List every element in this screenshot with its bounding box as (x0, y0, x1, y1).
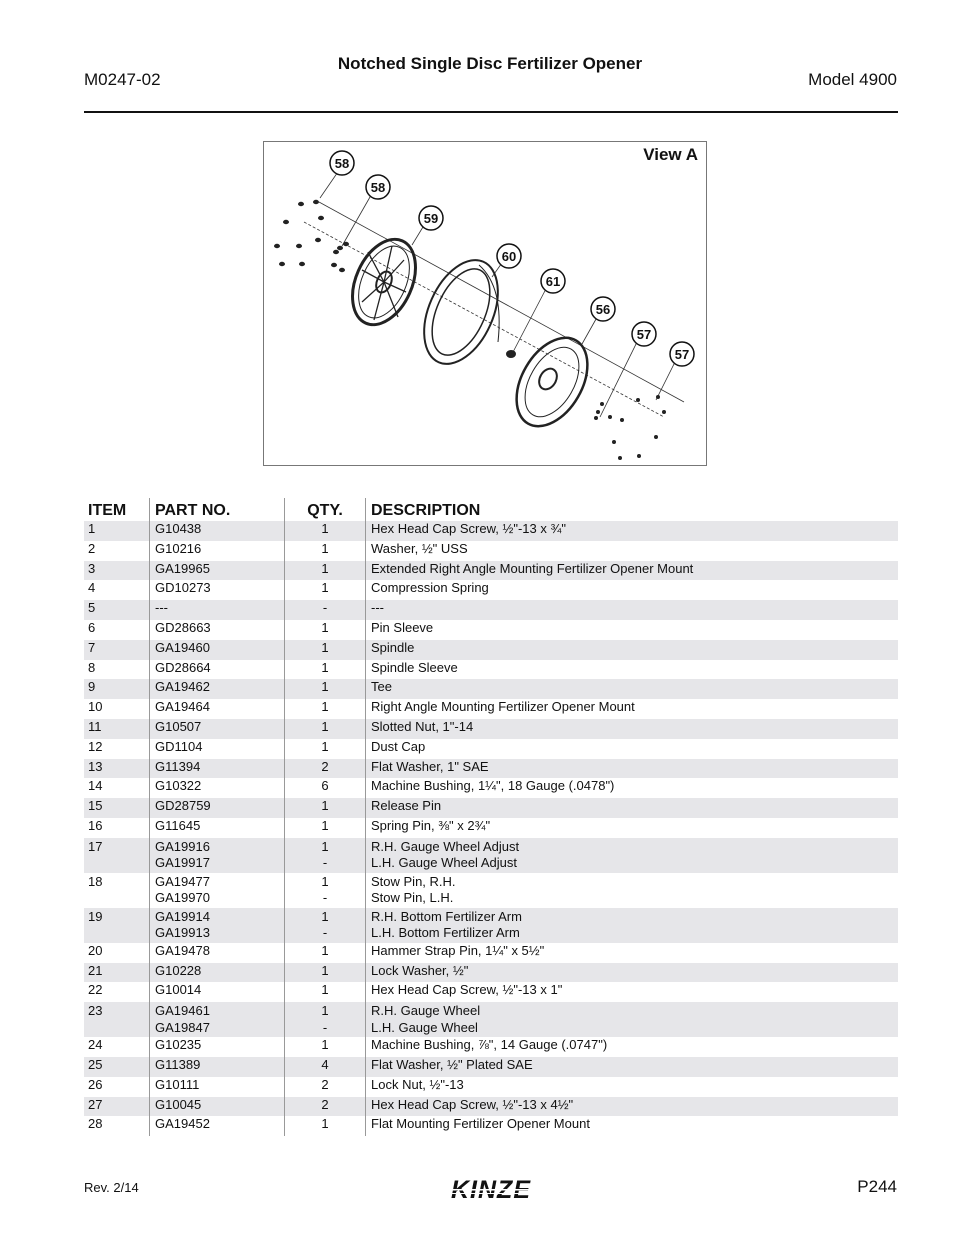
qty-cell (285, 778, 366, 798)
item-cell (84, 963, 150, 983)
item-number: 8 (88, 659, 96, 675)
part-no-line: G10322 (155, 778, 202, 794)
qty-cell (285, 1097, 366, 1117)
description-line: R.H. Gauge Wheel Adjust (371, 838, 520, 854)
part-no-line: GD10273 (155, 580, 211, 596)
part-no-line: G10228 (155, 962, 202, 978)
kinze-logo (432, 1176, 550, 1209)
item-cell (84, 1116, 150, 1136)
part-no-line: G10014 (155, 982, 202, 998)
description-cell (366, 908, 899, 943)
qty-cell (285, 620, 366, 640)
header-description: DESCRIPTION (366, 498, 899, 521)
qty-line: - (322, 1019, 328, 1035)
part-no-line: GA19460 (155, 639, 210, 655)
part-no-line: GD28759 (155, 798, 211, 814)
qty-cell (285, 908, 366, 943)
qty-line: 1 (321, 738, 329, 754)
parts-table-header (84, 498, 898, 521)
qty-line: 1 (321, 982, 329, 998)
header-qty: QTY. (285, 498, 366, 521)
qty-line: 1 (321, 619, 329, 635)
part-no-cell (150, 798, 285, 818)
part-no-line: GA19847 (155, 1019, 210, 1035)
item-cell (84, 521, 150, 541)
part-no-cell (150, 541, 285, 561)
document-code: M0247-02 (84, 70, 161, 89)
part-no-line: GA19965 (155, 560, 210, 576)
part-no-line: G10045 (155, 1096, 202, 1112)
description-line: Spring Pin, ⅜" x 2¾" (371, 817, 491, 833)
qty-cell (285, 580, 366, 600)
description-cell (366, 679, 899, 699)
parts-table (84, 498, 898, 1136)
part-no-line: GA19970 (155, 890, 210, 906)
part-no-cell (150, 699, 285, 719)
description-cell (366, 982, 899, 1002)
description-cell (366, 1057, 899, 1077)
description-cell (366, 1116, 899, 1136)
qty-line: 4 (321, 1056, 329, 1072)
item-number: 7 (88, 639, 96, 655)
part-no-line: GD28663 (155, 619, 211, 635)
part-no-line: GA19462 (155, 679, 210, 695)
description-line: Flat Mounting Fertilizer Opener Mount (371, 1116, 590, 1132)
part-no-cell (150, 908, 285, 943)
page-title: Notched Single Disc Fertilizer Opener (337, 54, 643, 73)
part-no-line: G10507 (155, 718, 202, 734)
qty-line: 1 (321, 1116, 329, 1132)
item-cell (84, 580, 150, 600)
item-number: 10 (88, 699, 103, 715)
qty-line: 6 (321, 778, 329, 794)
item-number: 26 (88, 1076, 103, 1092)
description-line: R.H. Bottom Fertilizer Arm (371, 908, 522, 924)
callout-57b: 57 (674, 347, 690, 362)
table-row (84, 561, 898, 581)
table-row (84, 1077, 898, 1097)
description-line: Dust Cap (371, 738, 426, 754)
table-row (84, 719, 898, 739)
table-row (84, 1002, 898, 1037)
callout-60: 60 (501, 249, 517, 264)
description-cell (366, 943, 899, 963)
qty-line: 1 (321, 699, 329, 715)
qty-cell (285, 719, 366, 739)
description-line: Hex Head Cap Screw, ½"-13 x 1" (371, 982, 563, 998)
item-number: 24 (88, 1037, 103, 1053)
part-no-cell (150, 1057, 285, 1077)
description-line: Flat Washer, 1" SAE (371, 758, 489, 774)
description-line: Extended Right Angle Mounting Fertilizer Opener Mount (371, 560, 694, 576)
description-line: Machine Bushing, ⅞", 14 Gauge (.0747") (371, 1037, 608, 1053)
part-no-line: G11645 (155, 817, 201, 833)
qty-line: 1 (321, 659, 329, 675)
qty-cell (285, 798, 366, 818)
exploded-view-drawing (264, 142, 708, 467)
item-cell (84, 1037, 150, 1057)
item-cell (84, 600, 150, 620)
qty-cell (285, 521, 366, 541)
item-cell (84, 1002, 150, 1037)
description-line: Spindle (371, 639, 415, 655)
callout-58b: 58 (370, 180, 386, 195)
part-no-cell (150, 521, 285, 541)
description-line: R.H. Gauge Wheel (371, 1003, 481, 1019)
description-cell (366, 873, 899, 908)
qty-line: 1 (321, 798, 329, 814)
item-cell (84, 818, 150, 838)
description-line: Stow Pin, R.H. (371, 873, 456, 889)
description-line: Spindle Sleeve (371, 659, 458, 675)
item-number: 23 (88, 1003, 103, 1019)
table-row (84, 521, 898, 541)
description-cell (366, 1077, 899, 1097)
description-line: Lock Nut, ½"-13 (371, 1076, 464, 1092)
part-no-cell (150, 739, 285, 759)
description-cell (366, 561, 899, 581)
item-cell (84, 699, 150, 719)
part-no-line: G10111 (155, 1076, 200, 1092)
exploded-view-figure (263, 141, 707, 466)
item-cell (84, 943, 150, 963)
description-line: Hex Head Cap Screw, ½"-13 x ¾" (371, 521, 566, 536)
qty-line: 2 (321, 1076, 329, 1092)
item-cell (84, 798, 150, 818)
part-no-line: GA19461 (155, 1003, 210, 1019)
item-number: 28 (88, 1116, 103, 1132)
part-no-line: GD28664 (155, 659, 211, 675)
callout-61: 61 (545, 274, 561, 289)
callout-59: 59 (423, 211, 439, 226)
table-row (84, 620, 898, 640)
revision-label: Rev. 2/14 (84, 1180, 139, 1195)
description-line: --- (371, 600, 384, 616)
description-cell (366, 1097, 899, 1117)
part-no-cell (150, 838, 285, 873)
description-cell (366, 580, 899, 600)
part-no-cell (150, 1097, 285, 1117)
description-cell (366, 719, 899, 739)
table-row (84, 1037, 898, 1057)
part-no-line: GA19477 (155, 873, 210, 889)
description-cell (366, 699, 899, 719)
part-no-cell (150, 1116, 285, 1136)
item-number: 2 (88, 540, 96, 556)
item-cell (84, 719, 150, 739)
qty-cell (285, 640, 366, 660)
description-cell (366, 541, 899, 561)
item-number: 18 (88, 873, 103, 889)
part-no-cell (150, 943, 285, 963)
description-cell (366, 963, 899, 983)
qty-cell (285, 1077, 366, 1097)
item-cell (84, 759, 150, 779)
qty-cell (285, 739, 366, 759)
part-no-cell (150, 1037, 285, 1057)
description-line: Flat Washer, ½" Plated SAE (371, 1056, 533, 1072)
part-no-cell (150, 679, 285, 699)
part-no-line: G10216 (155, 540, 202, 556)
qty-line: 1 (321, 908, 329, 924)
qty-line: 1 (321, 679, 329, 695)
callout-57a: 57 (636, 327, 652, 342)
item-number: 3 (88, 560, 96, 576)
item-cell (84, 739, 150, 759)
qty-cell (285, 541, 366, 561)
description-cell (366, 778, 899, 798)
part-no-line: --- (155, 600, 168, 616)
header-part-no: PART NO. (150, 498, 285, 521)
qty-cell (285, 759, 366, 779)
qty-line: 1 (321, 1003, 329, 1019)
part-no-cell (150, 963, 285, 983)
parts-table-body (84, 521, 898, 1136)
table-row (84, 818, 898, 838)
description-cell (366, 620, 899, 640)
part-no-cell (150, 778, 285, 798)
description-cell (366, 838, 899, 873)
description-line: Washer, ½" USS (371, 540, 468, 556)
qty-line: 1 (321, 817, 329, 833)
description-line: Right Angle Mounting Fertilizer Opener Mount (371, 699, 635, 715)
item-number: 17 (88, 838, 103, 854)
item-cell (84, 778, 150, 798)
qty-line: 1 (321, 718, 329, 734)
item-number: 4 (88, 580, 96, 596)
description-line: L.H. Bottom Fertilizer Arm (371, 925, 520, 941)
description-line: Compression Spring (371, 580, 489, 596)
item-number: 15 (88, 798, 103, 814)
item-number: 21 (88, 962, 103, 978)
description-cell (366, 640, 899, 660)
part-no-cell (150, 600, 285, 620)
qty-cell (285, 679, 366, 699)
qty-cell (285, 873, 366, 908)
item-cell (84, 1097, 150, 1117)
qty-line: 1 (321, 560, 329, 576)
qty-cell (285, 963, 366, 983)
description-line: L.H. Gauge Wheel Adjust (371, 855, 517, 871)
item-cell (84, 982, 150, 1002)
callout-56: 56 (595, 302, 611, 317)
part-no-cell (150, 759, 285, 779)
description-cell (366, 660, 899, 680)
qty-line: 1 (321, 521, 329, 536)
table-row (84, 541, 898, 561)
description-line: Tee (371, 679, 392, 695)
part-no-cell (150, 660, 285, 680)
part-no-cell (150, 640, 285, 660)
qty-line: 1 (321, 942, 329, 958)
qty-line: 1 (321, 540, 329, 556)
qty-cell (285, 561, 366, 581)
description-line: Stow Pin, L.H. (371, 890, 454, 906)
table-row (84, 1057, 898, 1077)
view-label: View A (643, 145, 698, 164)
description-line: Release Pin (371, 798, 442, 814)
item-cell (84, 620, 150, 640)
qty-cell (285, 1057, 366, 1077)
qty-line: - (322, 890, 328, 906)
table-row (84, 759, 898, 779)
part-no-line: GA19452 (155, 1116, 210, 1132)
table-row (84, 1097, 898, 1117)
qty-line: 2 (321, 758, 329, 774)
part-no-cell (150, 1002, 285, 1037)
qty-cell (285, 660, 366, 680)
item-number: 11 (88, 718, 102, 734)
item-cell (84, 679, 150, 699)
part-no-cell (150, 719, 285, 739)
qty-cell (285, 600, 366, 620)
part-no-line: G10438 (155, 521, 202, 536)
part-no-line: GA19917 (155, 855, 210, 871)
description-line: Hex Head Cap Screw, ½"-13 x 4½" (371, 1096, 574, 1112)
description-line: Slotted Nut, 1"-14 (371, 718, 474, 734)
part-no-line: GA19914 (155, 908, 210, 924)
description-line: L.H. Gauge Wheel (371, 1019, 478, 1035)
table-row (84, 982, 898, 1002)
description-line: Hammer Strap Pin, 1¼" x 5½" (371, 942, 545, 958)
table-row (84, 908, 898, 943)
item-cell (84, 873, 150, 908)
table-row (84, 838, 898, 873)
part-no-line: GA19913 (155, 925, 210, 941)
callout-58a: 58 (334, 156, 350, 171)
part-no-cell (150, 873, 285, 908)
qty-cell (285, 818, 366, 838)
item-number: 20 (88, 942, 103, 958)
item-cell (84, 1057, 150, 1077)
part-no-cell (150, 982, 285, 1002)
description-cell (366, 759, 899, 779)
part-no-cell (150, 818, 285, 838)
table-row (84, 699, 898, 719)
part-no-line: GA19916 (155, 838, 210, 854)
description-cell (366, 521, 899, 541)
qty-cell (285, 982, 366, 1002)
item-cell (84, 838, 150, 873)
part-no-cell (150, 561, 285, 581)
item-number: 27 (88, 1096, 103, 1112)
description-line: Pin Sleeve (371, 619, 434, 635)
part-no-line: GD1104 (155, 738, 203, 754)
item-number: 14 (88, 778, 103, 794)
item-cell (84, 541, 150, 561)
part-no-line: GA19478 (155, 942, 210, 958)
item-number: 13 (88, 758, 103, 774)
description-cell (366, 1037, 899, 1057)
table-row (84, 660, 898, 680)
item-number: 19 (88, 908, 103, 924)
part-no-line: GA19464 (155, 699, 210, 715)
qty-cell (285, 838, 366, 873)
item-number: 16 (88, 817, 103, 833)
description-line: Lock Washer, ½" (371, 962, 469, 978)
qty-line: - (322, 600, 328, 616)
qty-line: - (322, 855, 328, 871)
qty-line: - (322, 925, 328, 941)
item-cell (84, 640, 150, 660)
page-number: P244 (857, 1177, 897, 1196)
item-number: 6 (88, 619, 96, 635)
description-cell (366, 818, 899, 838)
qty-line: 2 (321, 1096, 329, 1112)
item-number: 1 (88, 521, 96, 536)
qty-cell (285, 943, 366, 963)
item-cell (84, 561, 150, 581)
description-cell (366, 600, 899, 620)
item-number: 12 (88, 738, 103, 754)
table-row (84, 739, 898, 759)
qty-line: 1 (321, 580, 329, 596)
part-no-line: G11394 (155, 758, 201, 774)
description-cell (366, 798, 899, 818)
qty-cell (285, 1116, 366, 1136)
table-row (84, 873, 898, 908)
table-row (84, 1116, 898, 1136)
qty-line: 1 (321, 873, 329, 889)
part-no-cell (150, 620, 285, 640)
description-line: Machine Bushing, 1¼", 18 Gauge (.0478") (371, 778, 615, 794)
item-number: 22 (88, 982, 103, 998)
table-row (84, 679, 898, 699)
header-divider (84, 111, 898, 113)
qty-cell (285, 1002, 366, 1037)
table-row (84, 798, 898, 818)
item-cell (84, 908, 150, 943)
part-no-cell (150, 1077, 285, 1097)
qty-line: 1 (321, 962, 329, 978)
qty-cell (285, 1037, 366, 1057)
table-row (84, 963, 898, 983)
table-row (84, 600, 898, 620)
qty-line: 1 (321, 838, 329, 854)
header-item: ITEM (88, 502, 127, 519)
table-row (84, 778, 898, 798)
qty-line: 1 (321, 1037, 329, 1053)
qty-cell (285, 699, 366, 719)
part-no-line: G11389 (155, 1056, 201, 1072)
item-cell (84, 1077, 150, 1097)
description-cell (366, 739, 899, 759)
table-row (84, 580, 898, 600)
item-number: 5 (88, 600, 96, 616)
part-no-cell (150, 580, 285, 600)
item-number: 25 (88, 1056, 103, 1072)
item-cell (84, 660, 150, 680)
qty-line: 1 (321, 639, 329, 655)
description-cell (366, 1002, 899, 1037)
item-number: 9 (88, 679, 96, 695)
part-no-line: G10235 (155, 1037, 202, 1053)
table-row (84, 640, 898, 660)
model-label: Model 4900 (808, 70, 897, 89)
table-row (84, 943, 898, 963)
